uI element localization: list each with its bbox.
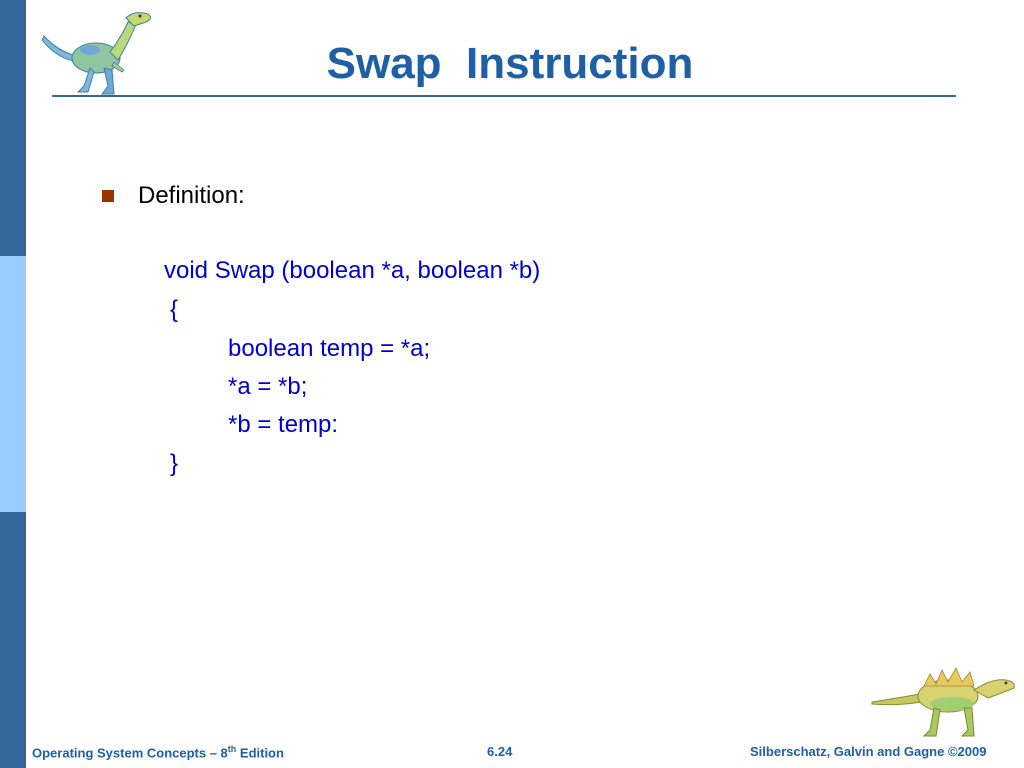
code-line-assign-b: *b = temp: bbox=[228, 411, 339, 438]
code-line-close-brace: } bbox=[170, 450, 179, 477]
page-number: 6.24 bbox=[487, 744, 513, 759]
footer-title-suffix: Edition bbox=[236, 745, 284, 761]
code-line-open-brace: { bbox=[170, 296, 179, 323]
title-divider bbox=[52, 95, 956, 97]
footer-book-title bbox=[32, 744, 284, 760]
footer-title-prefix: Operating System Concepts – 8 bbox=[32, 745, 228, 761]
footer-copyright: Silberschatz, Galvin and Gagne ©2009 bbox=[750, 744, 987, 759]
code-line-signature: void Swap (boolean *a, boolean *b) bbox=[164, 257, 541, 284]
dinosaur-icon bbox=[868, 658, 1020, 740]
sidebar-band bbox=[0, 256, 26, 512]
slide-title: Swap Instruction bbox=[326, 39, 694, 88]
dinosaur-icon bbox=[36, 6, 158, 96]
bullet-label: Definition: bbox=[138, 182, 245, 209]
code-line-assign-a: *a = *b; bbox=[228, 373, 308, 400]
code-line-temp: boolean temp = *a; bbox=[228, 335, 431, 362]
footer-title-sup: th bbox=[227, 744, 237, 754]
bullet-item bbox=[102, 180, 245, 212]
bullet-square-icon bbox=[102, 190, 114, 202]
